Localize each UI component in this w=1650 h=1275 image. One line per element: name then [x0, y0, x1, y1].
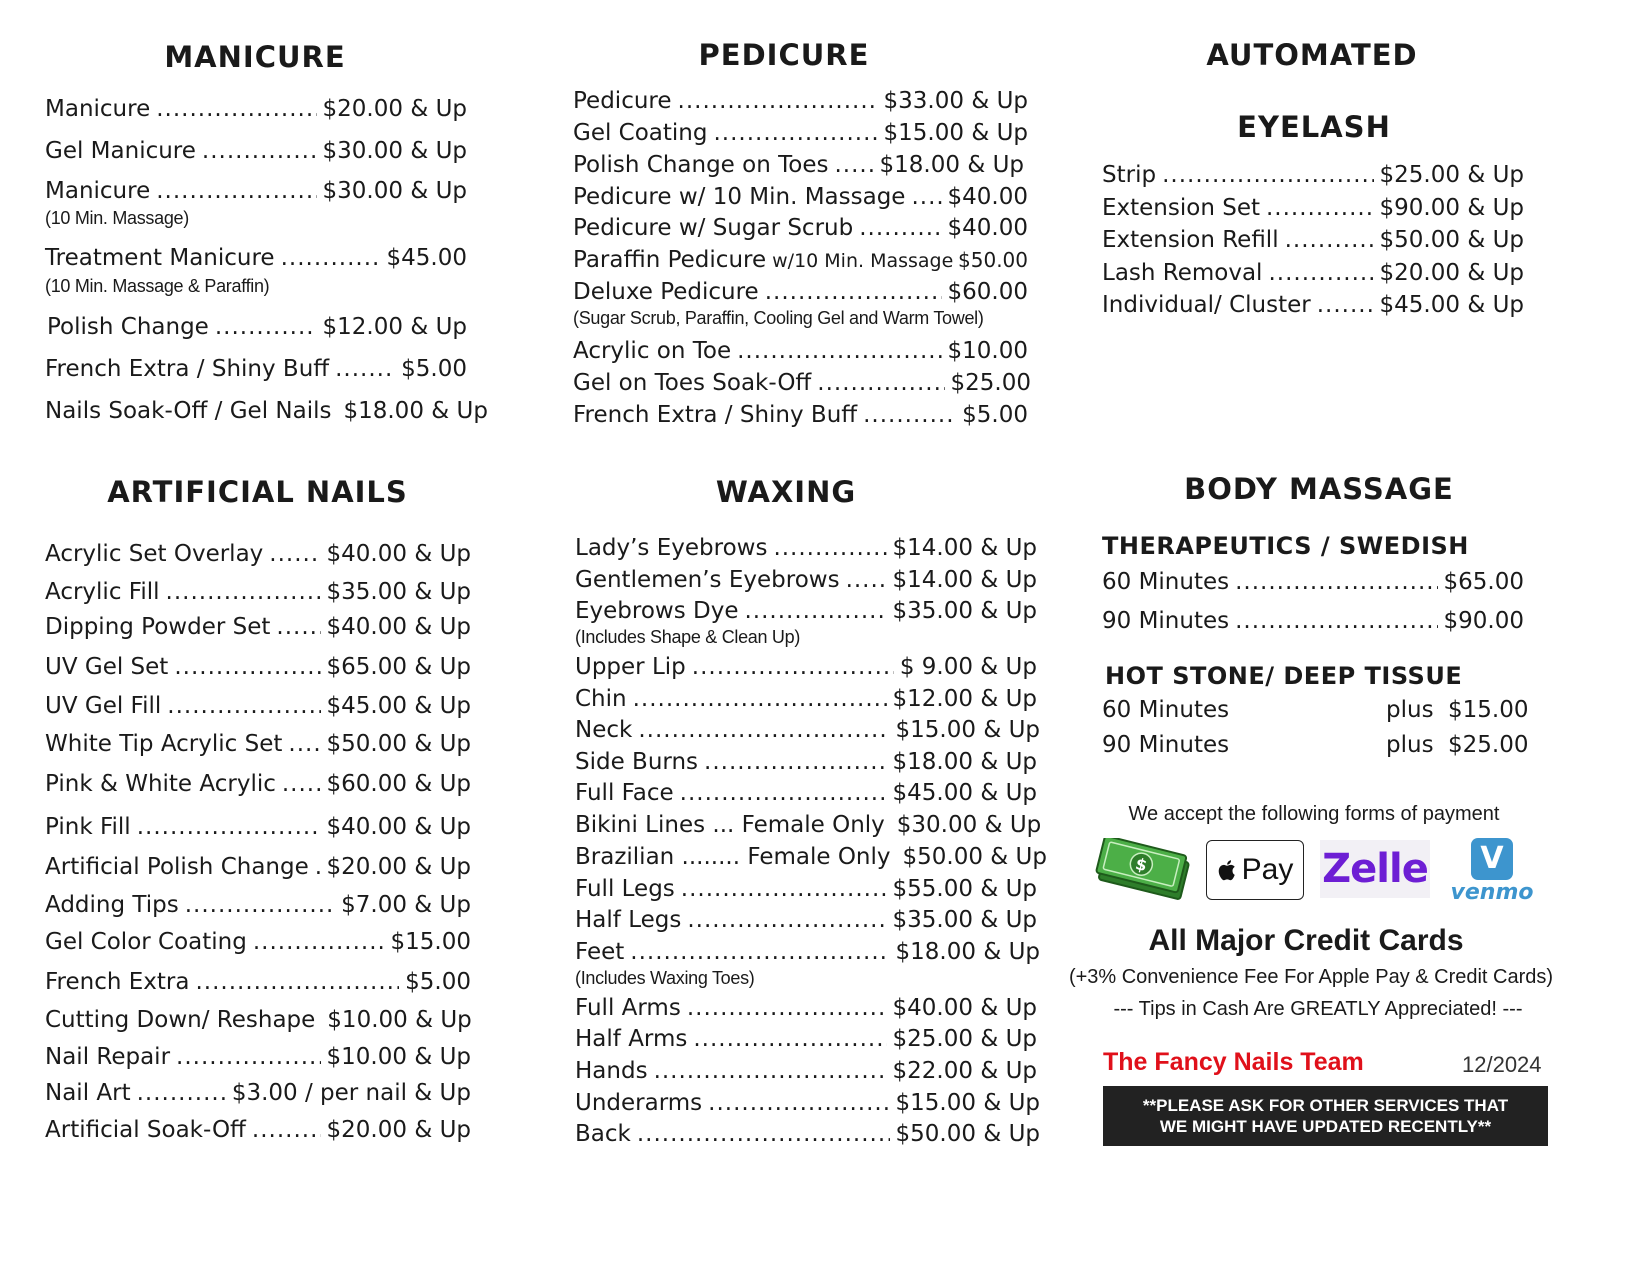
item-name: Gel Manicure [45, 138, 196, 164]
item-price: $50.00 & Up [895, 1121, 1040, 1147]
item-price: $7.00 & Up [341, 892, 471, 918]
item-name: Half Legs [575, 907, 682, 933]
item-price: $15.00 [390, 929, 471, 955]
item-name: Upper Lip [575, 654, 686, 680]
item-name: Nail Art [45, 1080, 131, 1106]
menu-item [573, 370, 1031, 400]
menu-item [45, 654, 471, 684]
item-price: $30.00 & Up [322, 178, 467, 204]
menu-item [1102, 608, 1524, 638]
item-price: $20.00 & Up [322, 96, 467, 122]
eyelash-title: EYELASH [1237, 110, 1391, 144]
item-price: $60.00 & Up [326, 771, 471, 797]
item-note: (Includes Shape & Clean Up) [575, 627, 801, 647]
credit-cards-title: All Major Credit Cards [1148, 924, 1464, 957]
menu-item [573, 338, 1028, 368]
item-price: $3.00 / per nail & Up [231, 1080, 471, 1106]
item-price: $14.00 & Up [892, 535, 1037, 561]
item-price: $50.00 & Up [1379, 227, 1524, 253]
item-name: Brazilian ........ Female Only [575, 844, 891, 870]
item-name: Underarms [575, 1090, 703, 1116]
item-price: $25.00 & Up [1379, 162, 1524, 188]
team-name: The Fancy Nails Team [1103, 1048, 1364, 1076]
menu-item [1102, 569, 1524, 599]
item-price: $5.00 [962, 402, 1028, 428]
item-name: Nails Soak-Off / Gel Nails [45, 398, 332, 424]
item-price: $35.00 & Up [326, 579, 471, 605]
menu-item [45, 854, 471, 884]
menu-item [575, 876, 1037, 906]
item-price: $5.00 [401, 356, 467, 382]
item-name: Full Arms [575, 995, 681, 1021]
item-name: French Extra / Shiny Buff [573, 402, 858, 428]
item-price: $35.00 & Up [892, 598, 1037, 624]
item-price: $10.00 & Up [327, 1007, 472, 1033]
item-price: $45.00 & Up [326, 693, 471, 719]
manicure-title: MANICURE [164, 40, 346, 74]
item-price: $12.00 & Up [322, 314, 467, 340]
item-name: Acrylic Fill [45, 579, 160, 605]
menu-item [45, 693, 471, 723]
item-price: $30.00 & Up [896, 812, 1042, 838]
menu-item [45, 771, 471, 801]
item-name: Manicure [45, 96, 151, 122]
item-name: Polish Change on Toes [573, 152, 829, 178]
item-name: Deluxe Pedicure [573, 279, 759, 305]
menu-item [575, 995, 1037, 1025]
item-price: $30.00 & Up [322, 138, 467, 164]
item-price: $18.00 & Up [343, 398, 488, 424]
item-name: Pedicure w/ Sugar Scrub [573, 215, 854, 241]
item-name: Extension Refill [1102, 227, 1279, 253]
zelle-label: Zelle [1322, 846, 1428, 892]
menu-item [575, 535, 1037, 565]
menu-item [575, 1026, 1037, 1056]
apple-icon [1217, 857, 1239, 883]
menu-item [575, 598, 1037, 628]
item-name: Nail Repair [45, 1044, 171, 1070]
item-price: $25.00 [950, 370, 1031, 396]
menu-item [1102, 227, 1524, 257]
menu-item [575, 654, 1037, 684]
item-price: $25.00 & Up [892, 1026, 1037, 1052]
hotstone-60-price: $15.00 [1448, 697, 1529, 723]
item-name: 60 Minutes [1102, 569, 1230, 595]
item-price: $18.00 & Up [892, 749, 1037, 775]
item-name: Cutting Down/ Reshape [45, 1007, 316, 1033]
item-name: Artificial Soak-Off [45, 1117, 246, 1143]
item-price: $20.00 & Up [1379, 260, 1524, 286]
swedish-title: THERAPEUTICS / SWEDISH [1102, 532, 1469, 560]
item-name: French Extra / Shiny Buff [45, 356, 330, 382]
item-price: $22.00 & Up [892, 1058, 1037, 1084]
item-name: 90 Minutes [1102, 608, 1230, 634]
eyelash-title-top: AUTOMATED [1206, 38, 1418, 72]
menu-item [575, 907, 1037, 937]
item-price: $14.00 & Up [892, 567, 1037, 593]
item-name: Treatment Manicure [45, 245, 275, 271]
massage-title: BODY MASSAGE [1184, 472, 1454, 506]
item-name: Gentlemen’s Eyebrows [575, 567, 840, 593]
item-name: Pink Fill [45, 814, 131, 840]
item-price: $45.00 & Up [1379, 292, 1524, 318]
item-name: Full Legs [575, 876, 675, 902]
item-price: $65.00 & Up [326, 654, 471, 680]
item-price: $20.00 & Up [326, 1117, 471, 1143]
item-price: $15.00 & Up [883, 120, 1028, 146]
item-price: $50.00 & Up [902, 844, 1047, 870]
other-services-banner [1103, 1086, 1548, 1146]
item-name: Lady’s Eyebrows [575, 535, 768, 561]
menu-item [573, 184, 1028, 214]
menu-item [575, 1121, 1040, 1151]
item-price: $40.00 & Up [892, 995, 1037, 1021]
menu-item [575, 939, 1040, 969]
menu-item [575, 686, 1037, 716]
menu-item [1102, 195, 1524, 225]
menu-item [45, 814, 471, 844]
menu-item [45, 579, 471, 609]
menu-item [573, 402, 1028, 432]
item-name: Adding Tips [45, 892, 179, 918]
menu-item [45, 398, 488, 428]
item-price: $15.00 & Up [895, 717, 1040, 743]
item-price: $18.00 & Up [895, 939, 1040, 965]
apple-pay-label: Pay [1241, 853, 1294, 886]
banner-line-2: WE MIGHT HAVE UPDATED RECENTLY** [1159, 1117, 1492, 1136]
menu-item [45, 245, 467, 275]
cash-icon [1094, 838, 1194, 902]
item-name: French Extra [45, 969, 190, 995]
item-price: $40.00 & Up [326, 541, 471, 567]
fee-note: (+3% Convenience Fee For Apple Pay & Credit Cards) [1068, 966, 1554, 988]
item-name: Half Arms [575, 1026, 688, 1052]
menu-item [47, 314, 467, 344]
banner-line-1: **PLEASE ASK FOR OTHER SERVICES THAT [1142, 1096, 1509, 1115]
item-name: White Tip Acrylic Set [45, 731, 283, 757]
item-name: Full Face [575, 780, 674, 806]
menu-item [1102, 292, 1524, 322]
menu-item [45, 138, 467, 168]
item-name: Bikini Lines ... Female Only [575, 812, 885, 838]
menu-item [45, 356, 467, 386]
menu-item [573, 215, 1028, 245]
item-price: $15.00 & Up [895, 1090, 1040, 1116]
item-name: Polish Change [47, 314, 209, 340]
menu-item [45, 541, 471, 571]
item-note: (10 Min. Massage & Paraffin) [45, 276, 270, 296]
item-name: Neck [575, 717, 633, 743]
item-name: Pedicure [573, 88, 672, 114]
menu-item [575, 567, 1037, 597]
item-price: $40.00 [947, 215, 1028, 241]
menu-item [45, 892, 471, 922]
hotstone-90-price: $25.00 [1448, 732, 1529, 758]
hotstone-60-name: 60 Minutes [1102, 697, 1230, 723]
item-name: Acrylic on Toe [573, 338, 732, 364]
item-name: Side Burns [575, 749, 699, 775]
item-name: Artificial Polish Change [45, 854, 309, 880]
item-note: (Sugar Scrub, Paraffin, Cooling Gel and Warm Towel) [573, 308, 984, 328]
menu-item [573, 120, 1028, 150]
item-price: $50.00 [958, 248, 1028, 272]
hotstone-90-name: 90 Minutes [1102, 732, 1230, 758]
menu-item [45, 731, 471, 761]
hotstone-title: HOT STONE/ DEEP TISSUE [1105, 662, 1463, 690]
menu-item [45, 1117, 471, 1147]
item-price: $65.00 [1443, 569, 1524, 595]
item-name: Lash Removal [1102, 260, 1263, 286]
item-name: Dipping Powder Set [45, 614, 271, 640]
menu-item [45, 1080, 471, 1110]
menu-item [45, 929, 471, 959]
item-price: $10.00 [947, 338, 1028, 364]
item-price: $55.00 & Up [892, 876, 1037, 902]
item-name: Eyebrows Dye [575, 598, 739, 624]
item-price: $50.00 & Up [326, 731, 471, 757]
item-name: Pedicure w/ 10 Min. Massage [573, 184, 906, 210]
item-name: Pink & White Acrylic [45, 771, 276, 797]
item-name: Feet [575, 939, 625, 965]
svg-text:$: $ [1133, 854, 1149, 876]
tips-note: --- Tips in Cash Are GREATLY Appreciated! --- [1113, 998, 1523, 1020]
item-name: Hands [575, 1058, 648, 1084]
item-price: $5.00 [405, 969, 471, 995]
pedicure-title: PEDICURE [698, 38, 870, 72]
menu-item [45, 614, 471, 644]
item-name: Chin [575, 686, 627, 712]
item-price: $40.00 [947, 184, 1028, 210]
item-name: Strip [1102, 162, 1157, 188]
item-price: $40.00 & Up [326, 814, 471, 840]
item-price: $40.00 & Up [326, 614, 471, 640]
item-note: (Includes Waxing Toes) [575, 968, 755, 988]
item-price: $10.00 & Up [326, 1044, 471, 1070]
item-price: $35.00 & Up [892, 907, 1037, 933]
item-name: Gel on Toes Soak-Off [573, 370, 812, 396]
payment-accept-text: We accept the following forms of payment [1128, 803, 1500, 825]
menu-item [575, 749, 1037, 779]
menu-item [575, 1058, 1037, 1088]
item-price: $45.00 & Up [892, 780, 1037, 806]
artificial-title: ARTIFICIAL NAILS [107, 475, 408, 509]
hotstone-90-plus: plus [1386, 732, 1434, 758]
menu-item [1102, 162, 1524, 192]
item-inline-note: w/10 Min. Massage [772, 250, 954, 272]
hotstone-60-plus: plus [1386, 697, 1434, 723]
item-name: UV Gel Fill [45, 693, 162, 719]
menu-item [45, 1044, 471, 1074]
waxing-title: WAXING [715, 475, 857, 509]
menu-item [575, 717, 1040, 747]
item-price: $60.00 [947, 279, 1028, 305]
item-name: UV Gel Set [45, 654, 169, 680]
menu-item [575, 812, 1042, 842]
venmo-logo [1446, 836, 1538, 904]
item-name: Gel Color Coating [45, 929, 247, 955]
item-price: $12.00 & Up [892, 686, 1037, 712]
item-price: $18.00 & Up [879, 152, 1024, 178]
item-price: $ 9.00 & Up [899, 654, 1037, 680]
menu-item [45, 1007, 471, 1037]
item-price: $20.00 & Up [326, 854, 471, 880]
item-name: Gel Coating [573, 120, 708, 146]
item-name: Individual/ Cluster [1102, 292, 1311, 318]
menu-item [573, 247, 1028, 277]
zelle-logo [1320, 840, 1430, 898]
item-price: $45.00 [386, 245, 467, 271]
item-price: $90.00 [1443, 608, 1524, 634]
menu-item [573, 152, 1024, 182]
item-price: $33.00 & Up [883, 88, 1028, 114]
item-note: (10 Min. Massage) [45, 208, 189, 228]
item-price: $90.00 & Up [1379, 195, 1524, 221]
venmo-label: venmo [1450, 880, 1534, 905]
menu-item [573, 88, 1028, 118]
menu-item [575, 844, 1047, 874]
menu-item [45, 96, 467, 126]
menu-item [45, 178, 467, 208]
venmo-icon: V [1471, 838, 1513, 880]
item-name: Extension Set [1102, 195, 1260, 221]
menu-item [575, 780, 1037, 810]
menu-item [573, 279, 1028, 309]
menu-item [575, 1090, 1040, 1120]
apple-pay-logo [1206, 840, 1304, 900]
menu-item [1102, 260, 1524, 290]
item-name: Paraffin Pedicure [573, 247, 767, 273]
menu-date: 12/2024 [1462, 1052, 1542, 1077]
menu-item [45, 969, 471, 999]
item-name: Acrylic Set Overlay [45, 541, 264, 567]
item-name: Back [575, 1121, 631, 1147]
item-name: Manicure [45, 178, 151, 204]
